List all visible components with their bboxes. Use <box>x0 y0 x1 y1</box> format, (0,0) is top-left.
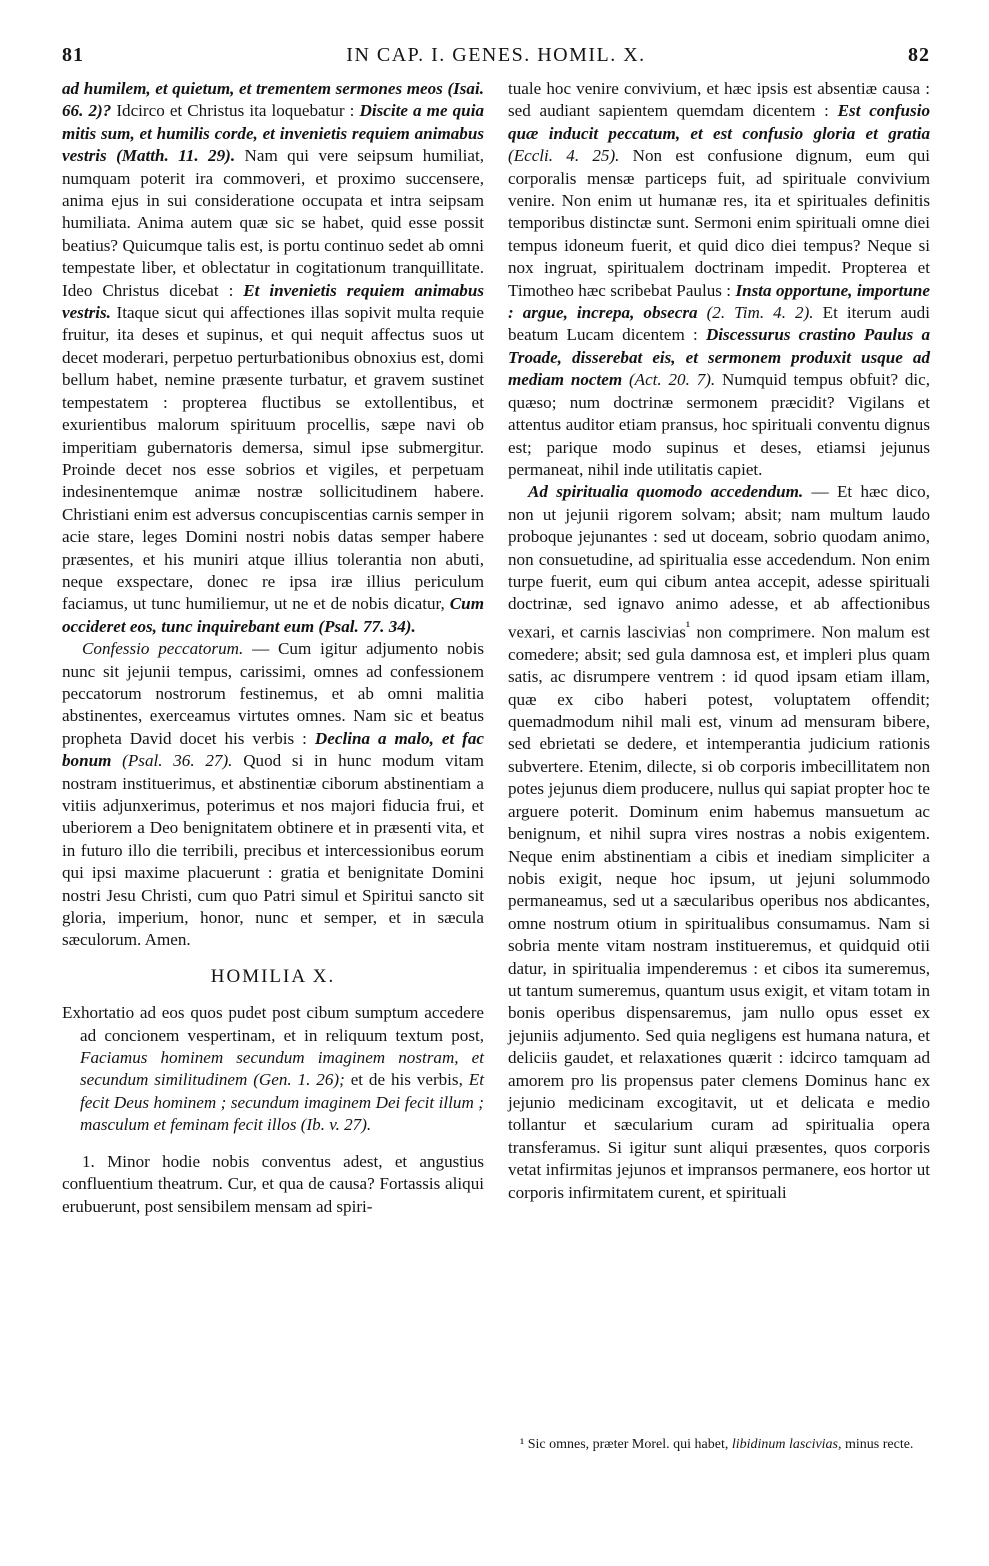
body-text: 1. Minor hodie nobis conventus adest, et angustius confluentium theatrum. Cur, et qua de causa? Fortassis aliqui erubuerunt, post sensibilem mensam ad spiri- <box>62 1151 484 1216</box>
footnote <box>520 1436 930 1454</box>
scripture-quote: Faciamus hominem secundum imaginem nostram, et secundum similitudinem <box>80 1048 484 1090</box>
right-column <box>508 78 930 1204</box>
scripture-reference: (Gen. 1. 26); <box>253 1070 345 1090</box>
body-text: — Et hæc dico, non ut jejunii rigorem solvam; absit; nam multum laudo proboque jejunantes : sed ut doceam, sobrio quodam animo, non consuetudine, ad spiritualia esse accedendum. Non enim turpe fuerit, eum qui cibum antea accepit, adesse spirituali doctrinæ, sed ignavo animo adesse, et ab affectionibus vexari, et carnis lascivias <box>508 482 931 642</box>
scripture-quote: Discite a me quia mitis sum, et humilis corde, et invenietis requiem animabus vestris <box>62 101 484 166</box>
paragraph-ad-spiritualia <box>508 481 930 1204</box>
scripture-quote: Cum occideret eos, tunc inquirebant eum <box>62 594 484 636</box>
left-column <box>62 78 484 1218</box>
scripture-reference: (Isai. 66. 2)? <box>62 79 485 121</box>
scripture-quote: Discessurus crastino Paulus a Troade, disserebat eis, et sermonem produxit usque ad mediam noctem <box>508 325 931 390</box>
scripture-quote: ad humilem, et quietum, et trementem sermones meos <box>62 79 443 98</box>
body-text: Non est confusione dignum, eum qui corporalis mensæ particeps fuit, ad spirituale convivium venire. Non enim ut humanæ res, ita et spirituales definitis temporibus distinctæ sunt. Sermoni enim spirituali omne diei tempus idoneum fuerit, et quid dico diei tempus? Neque si nox ingruat, spiritualem doctrinam impedit. Propterea et Timotheo hæc scribebat Paulus : <box>508 146 930 300</box>
footnote-text: minus recte. <box>845 1437 914 1452</box>
running-title: IN CAP. I. GENES. HOMIL. X. <box>346 44 646 66</box>
scripture-reference: (Ib. v. 27). <box>300 1115 372 1135</box>
footnote-quote: libidinum lascivias, <box>731 1437 842 1452</box>
body-text: tuale hoc venire convivium, et hæc ipsis est absentiæ causa : sed audiant sapientem quemdam dicentem : <box>508 79 930 121</box>
scripture-reference: (2. Tim. 4. 2). <box>706 303 814 323</box>
body-text: non comprimere. Non malum est comedere; absit; sed gula damnosa est, et impleri plus quam satis, ac disrumpere ventrem : id quod ipsam etiam illam, quæ ex cibo haberi potest, voluptatem offendit; quemadmodum nihil mali est, vinum ad mensuram bibere, sed ebrietati se dedere, et intemperantia judicium rationis subvertere. Etenim, dilecte, si ob corporis imbecillitatem non potes jejunus diem producere, nullus qui sapiat propter hoc te arguere poterit. Dominum enim habemus mansuetum ac benignum, et nihil supra vires nostras a nobis exigentem. Neque enim abstinentiam a cibis et inediam simpliciter a nobis exigit, neque hoc ipsum, ut jejuni solummodo permaneamus, sed ut a sæcularibus operibus nos abdicantes, omne nostrum otium in spiritualibus consumamus. Nam si sobria mente vitam nostram institueremus, et quidquid otii datur, in spiritualia impenderemus : et cibos ita sumeremus, ut tantum sumeremus, quantum usus exigit, et vitam totam in bonis operibus dispensaremus, jam nullo opus esset ex jejuniis adjumento. Sed quia negligens est humana natura, et deliciis gaudet, et relaxationes quærit : idcirco tamquam ad amorem pro lis propensus pater clemens Dominus hanc ex jejunio medicinam excogitavit, ut et delicata e medio tollantur et sæcularium curam ad spiritualia opera transferamus. Si igitur sunt aliqui præsentes, quos corporis vetat infirmitas jejunos et impransos permanere, eos hortor ut corporis infirmitatem curent, et spirituali <box>508 622 930 1202</box>
body-text: Et iterum audi beatum Lucam dicentem : <box>508 303 930 345</box>
body-text: — Cum igitur adjumento nobis nunc sit jejunii tempus, carissimi, omnes ad confessionem peccatorum nostrorum festinemus, et ab omni malitia abstinentes, exerceamus virtutes omnes. Nam sic et beatus propheta David docet his verbis : <box>62 639 484 748</box>
paragraph-1 <box>62 1151 484 1218</box>
body-text: Itaque sicut qui affectiones illas sopivit multa requie fruitur, ita deses et supinus, et qui nequit affectus suos ut decet moderari, perpetuo perturbationibus obnoxius est, domi bellum habet, nemine præsente turbatur, et gravem sustinet tempestatem : propterea fluctibus se extollentibus, et exurientibus malorum spirituum procellis, sæpe navi ob imperitiam gubernatoris demersa, simul ipse submergitur. Proinde decet nos esse sobrios et vigiles, et perpetuam indesinentemque animæ nostræ sollicitudinem habere. Christiani enim est adversus concupiscentias carnis semper in acie stare, leges Domini nostri nobis datas semper habere præsentes, et his muniri atque illius tolerantia non abuti, neque exspectare, donec re ipsa iræ illius periculum faciamus, ut tunc humiliemur, ut ne et de nobis dicatur, <box>62 303 485 614</box>
footnote-text: Sic omnes, præter Morel. qui habet, <box>527 1437 729 1452</box>
footnote-marker: ¹ <box>685 618 691 635</box>
scripture-reference: (Matth. 11. 29). <box>116 146 236 166</box>
scripture-quote: Est confusio quæ inducit peccatum, et est confusio gloria et gratia <box>508 101 930 143</box>
body-text: Exhortatio ad eos quos pudet post cibum sumptum accedere ad concionem vespertinam, et in reliquum textum post, <box>62 1003 484 1045</box>
scripture-reference: (Psal. 36. 27). <box>122 751 233 771</box>
page-number-left: 81 <box>62 44 84 66</box>
scripture-quote: Et fecit Deus hominem ; secundum imaginem Dei fecit illum ; masculum et feminam fecit illos <box>80 1070 484 1135</box>
body-text: Numquid tempus obfuit? dic, quæso; num doctrinæ sermonem præcidit? Vigilans et attentus auditor etiam pransus, hoc spirituali conventu dignus est; parique modo supinus et deses, etiamsi jejunus permaneat, nihil inde utilitatis capiet. <box>508 370 931 479</box>
scripture-reference: (Psal. 77. 34). <box>318 616 416 636</box>
body-text: et de his verbis, <box>350 1070 463 1090</box>
scripture-quote: Insta opportune, importune : argue, increpa, obsecra <box>508 280 930 323</box>
page-number-right: 82 <box>908 44 930 66</box>
section-heading: Confessio peccatorum. <box>82 639 244 659</box>
scripture-quote: Et invenietis requiem animabus vestris. <box>62 280 484 323</box>
homily-title: HOMILIA X. <box>210 965 336 987</box>
scripture-reference: (Act. 20. 7). <box>628 370 716 390</box>
footnote-number: ¹ <box>520 1437 525 1452</box>
scripture-quote: Declina a malo, et fac bonum <box>62 728 485 771</box>
body-text: Quod si in hunc modum vitam nostram instituerimus, et abstinentiæ ciborum abstinentiam a vitiis adjunxerimus, poterimus et nos majori fiducia frui, et uberiorem a Deo benignitatem obtinere et in præsenti vita, et in futuro illo die terribili, precibus et intercessionibus eorum qui ipsi maxime placuerunt : gratia et benignitate Domini nostri Jesu Christi, cum quo Patri simul et Spiritui sancto sit gloria, imperium, honor, nunc et semper, et in sæcula sæculorum. Amen. <box>62 751 484 950</box>
paragraph-confessio <box>62 638 484 952</box>
paragraph-continuation <box>62 78 484 638</box>
body-text: Nam qui vere seipsum humiliat, numquam poterit ira commoveri, et proximo succensere, anima ejus in sui consideratione occupata et intra seipsam humiliata. Anima autem quæ sic se habet, quid esse possit beatius? Quicumque talis est, is portu continuo sedet ab omni tempestate liber, et oblectatur in cogitationum tranquillitate. Ideo Christus dicebat : <box>62 146 484 300</box>
paragraph-continuation <box>508 78 930 481</box>
homily-argument <box>62 1002 484 1136</box>
body-text: Idcirco et Christus ita loquebatur : <box>116 101 355 121</box>
running-header <box>62 44 930 74</box>
scripture-reference: (Eccli. 4. 25). <box>508 146 620 166</box>
section-heading: Ad spiritualia quomodo accedendum. <box>528 482 804 502</box>
